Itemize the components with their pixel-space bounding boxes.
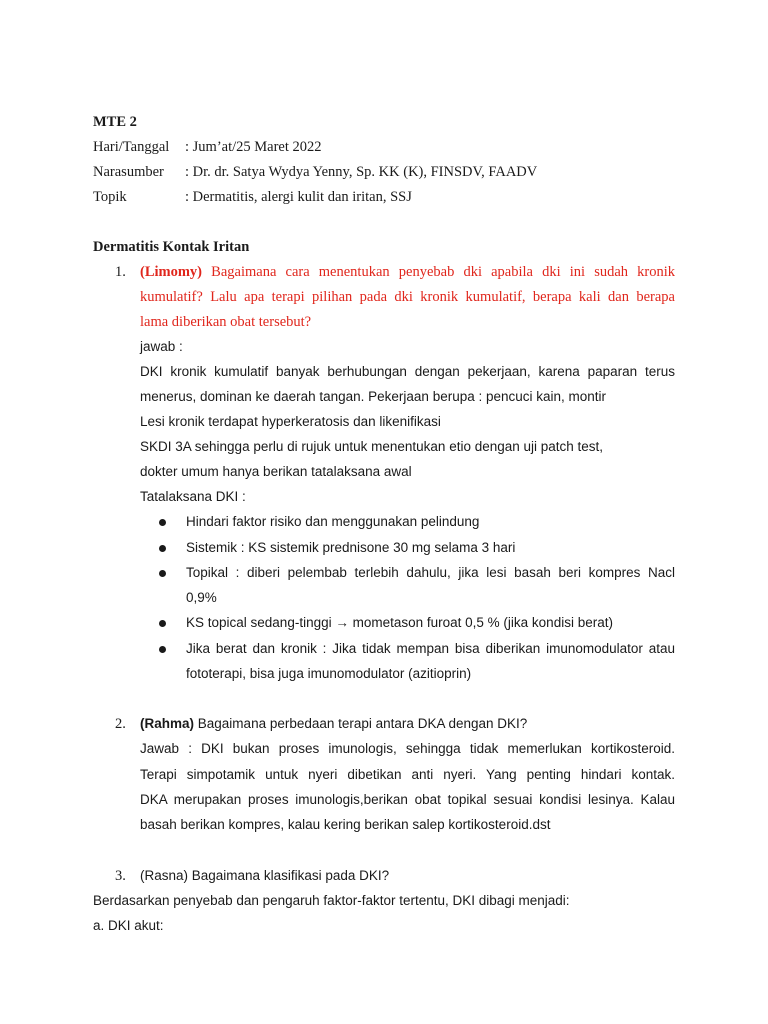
answer-line: SKDI 3A sehingga perlu di rujuk untuk menentukan etio dengan uji patch test,	[140, 439, 604, 454]
question-text: (Rasna) Bagaimana klasifikasi pada DKI?	[140, 868, 390, 883]
answer-line: DKA merupakan proses imunologis,berikan obat topikal sesuai kondisi lesinya. Kalau	[140, 792, 675, 807]
question-text: Bagaimana cara menentukan penyebab dki apabila dki ini sudah kronik	[211, 264, 676, 280]
meta-value-date: : Jum’at/25 Maret 2022	[185, 139, 322, 155]
answer-line: dokter umum hanya berikan tatalaksana awal	[140, 464, 412, 479]
answer-line: menerus, dominan ke daerah tangan. Pekerjaan berupa : pencuci kain, montir	[140, 389, 607, 404]
question-asker: (Limomy)	[140, 264, 203, 280]
bullet-text-continued: 0,9%	[186, 590, 217, 605]
bullet-text: KS topical sedang-tinggi → mometason furoat 0,5 % (jika kondisi berat)	[186, 615, 613, 630]
bullet-dot	[159, 570, 166, 577]
paragraph: Berdasarkan penyebab dan pengaruh faktor-faktor tertentu, DKI dibagi menjadi:	[93, 893, 570, 908]
answer-line: Terapi simpotamik untuk nyeri dibetikan anti nyeri. Yang penting hindari kontak.	[140, 767, 675, 782]
bullet-text: Jika berat dan kronik : Jika tidak mempan bisa diberikan imunomodulator atau	[186, 641, 675, 656]
question-number: 1.	[115, 264, 126, 280]
bullet-text: Hindari faktor risiko dan menggunakan pelindung	[186, 514, 480, 529]
question-asker: (Rahma)	[140, 716, 195, 731]
bullet-text-continued: fototerapi, bisa juga imunomodulator (azitioprin)	[186, 666, 472, 681]
question-number: 3.	[115, 868, 126, 884]
meta-value-topic: : Dermatitis, alergi kulit dan iritan, SSJ	[185, 189, 412, 205]
bullet-dot	[159, 646, 166, 653]
question-line: lama diberikan obat tersebut?	[140, 314, 312, 330]
answer-line: Lesi kronik terdapat hyperkeratosis dan likenifikasi	[140, 414, 441, 429]
bullet-dot	[159, 545, 166, 552]
question-line: kumulatif? Lalu apa terapi pilihan pada dki kronik kumulatif, berapa kali dan berapa	[140, 289, 675, 305]
meta-label-speaker: Narasumber	[93, 164, 164, 180]
meta-value-speaker: : Dr. dr. Satya Wydya Yenny, Sp. KK (K), FINSDV, FAADV	[185, 164, 538, 180]
bullet-dot	[159, 620, 166, 627]
bullet-text: Topikal : diberi pelembab terlebih dahulu, jika lesi basah beri kompres Nacl	[186, 565, 675, 580]
bullet-text: Sistemik : KS sistemik prednisone 30 mg selama 3 hari	[186, 540, 516, 555]
question-line	[140, 262, 675, 282]
meta-label-date: Hari/Tanggal	[93, 139, 170, 155]
question-line	[140, 714, 527, 734]
answer-line: Tatalaksana DKI :	[140, 489, 246, 504]
bullet-dot	[159, 519, 166, 526]
document-title: MTE 2	[93, 114, 137, 130]
answer-line: Jawab : DKI bukan proses imunologis, sehingga tidak memerlukan kortikosteroid.	[140, 741, 675, 756]
answer-line: DKI kronik kumulatif banyak berhubungan dengan pekerjaan, karena paparan terus	[140, 364, 675, 379]
answer-label: jawab :	[140, 339, 183, 354]
question-text: Bagaimana perbedaan terapi antara DKA dengan DKI?	[197, 716, 528, 731]
meta-label-topic: Topik	[93, 189, 127, 205]
section-heading: Dermatitis Kontak Iritan	[93, 239, 250, 255]
question-number: 2.	[115, 716, 126, 732]
answer-line: basah berikan kompres, kalau kering berikan salep kortikosteroid.dst	[140, 817, 551, 832]
sub-heading: a. DKI akut:	[93, 918, 164, 933]
